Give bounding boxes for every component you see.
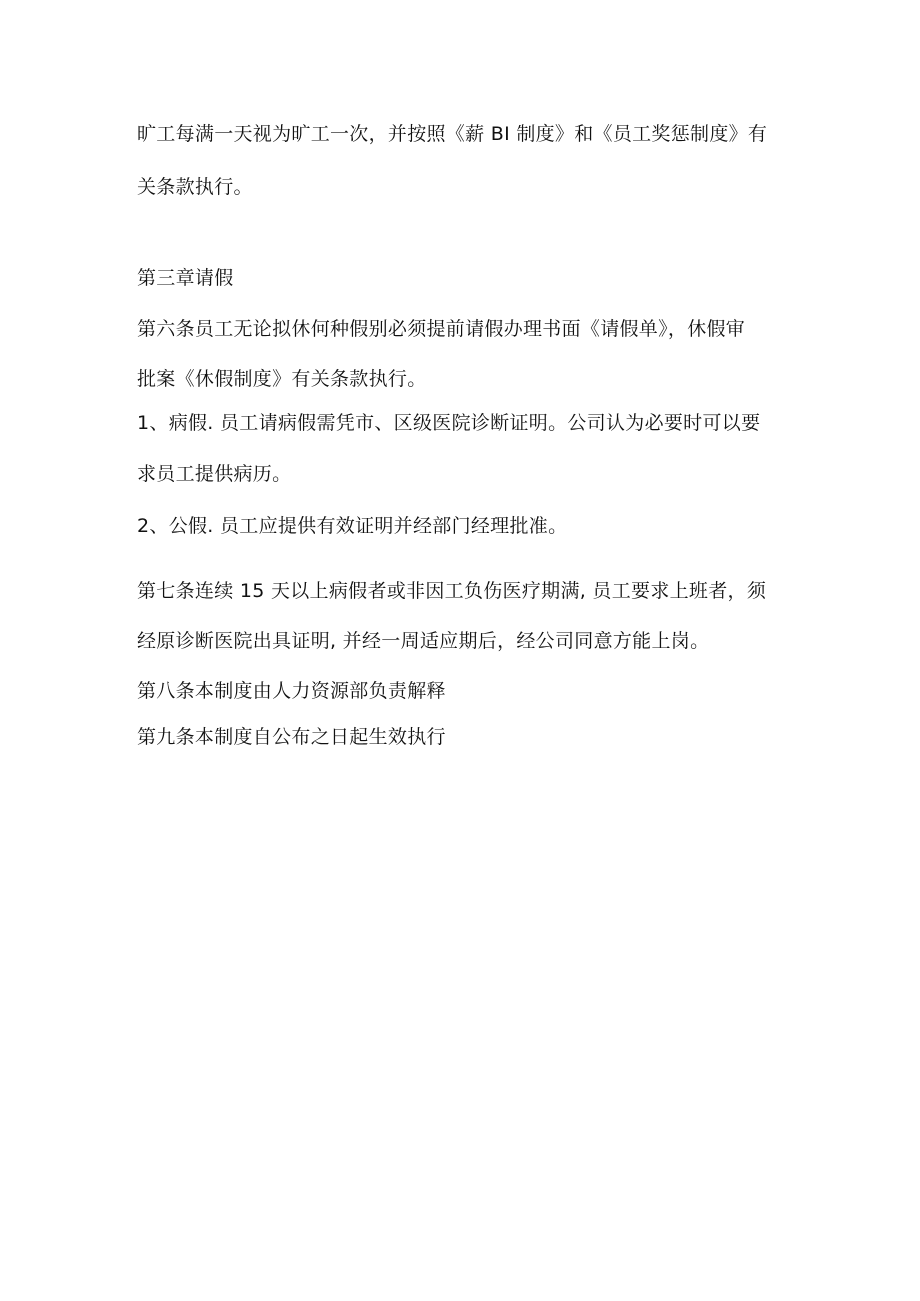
absence-rule-line-2: 关条款执行。 bbox=[137, 176, 253, 198]
article-8: 第八条本制度由人力资源部负责解释 bbox=[137, 680, 446, 702]
absence-rule-line-1: 旷工每满一天视为旷工一次，并按照《薪 BI 制度》和《员工奖惩制度》有 bbox=[137, 123, 768, 145]
article-7-line-1: 第七条连续 15 天以上病假者或非因工负伤医疗期满, 员工要求上班者，须 bbox=[137, 580, 767, 602]
article-9: 第九条本制度自公布之日起生效执行 bbox=[137, 726, 446, 748]
article-7-line-2: 经原诊断医院出具证明, 并经一周适应期后，经公司同意方能上岗。 bbox=[137, 630, 710, 652]
article-6-line-1: 第六条员工无论拟休何种假别必须提前请假办理书面《请假单》，休假审 bbox=[137, 318, 746, 340]
sick-leave-line-2: 求员工提供病历。 bbox=[137, 463, 292, 485]
chapter-heading: 第三章请假 bbox=[137, 267, 234, 289]
article-6-line-2: 批案《休假制度》有关条款执行。 bbox=[137, 368, 427, 390]
public-leave-line: 2、公假. 员工应提供有效证明并经部门经理批准。 bbox=[137, 515, 568, 537]
sick-leave-line-1: 1、病假. 员工请病假需凭市、区级医院诊断证明。公司认为必要时可以要 bbox=[137, 412, 761, 434]
